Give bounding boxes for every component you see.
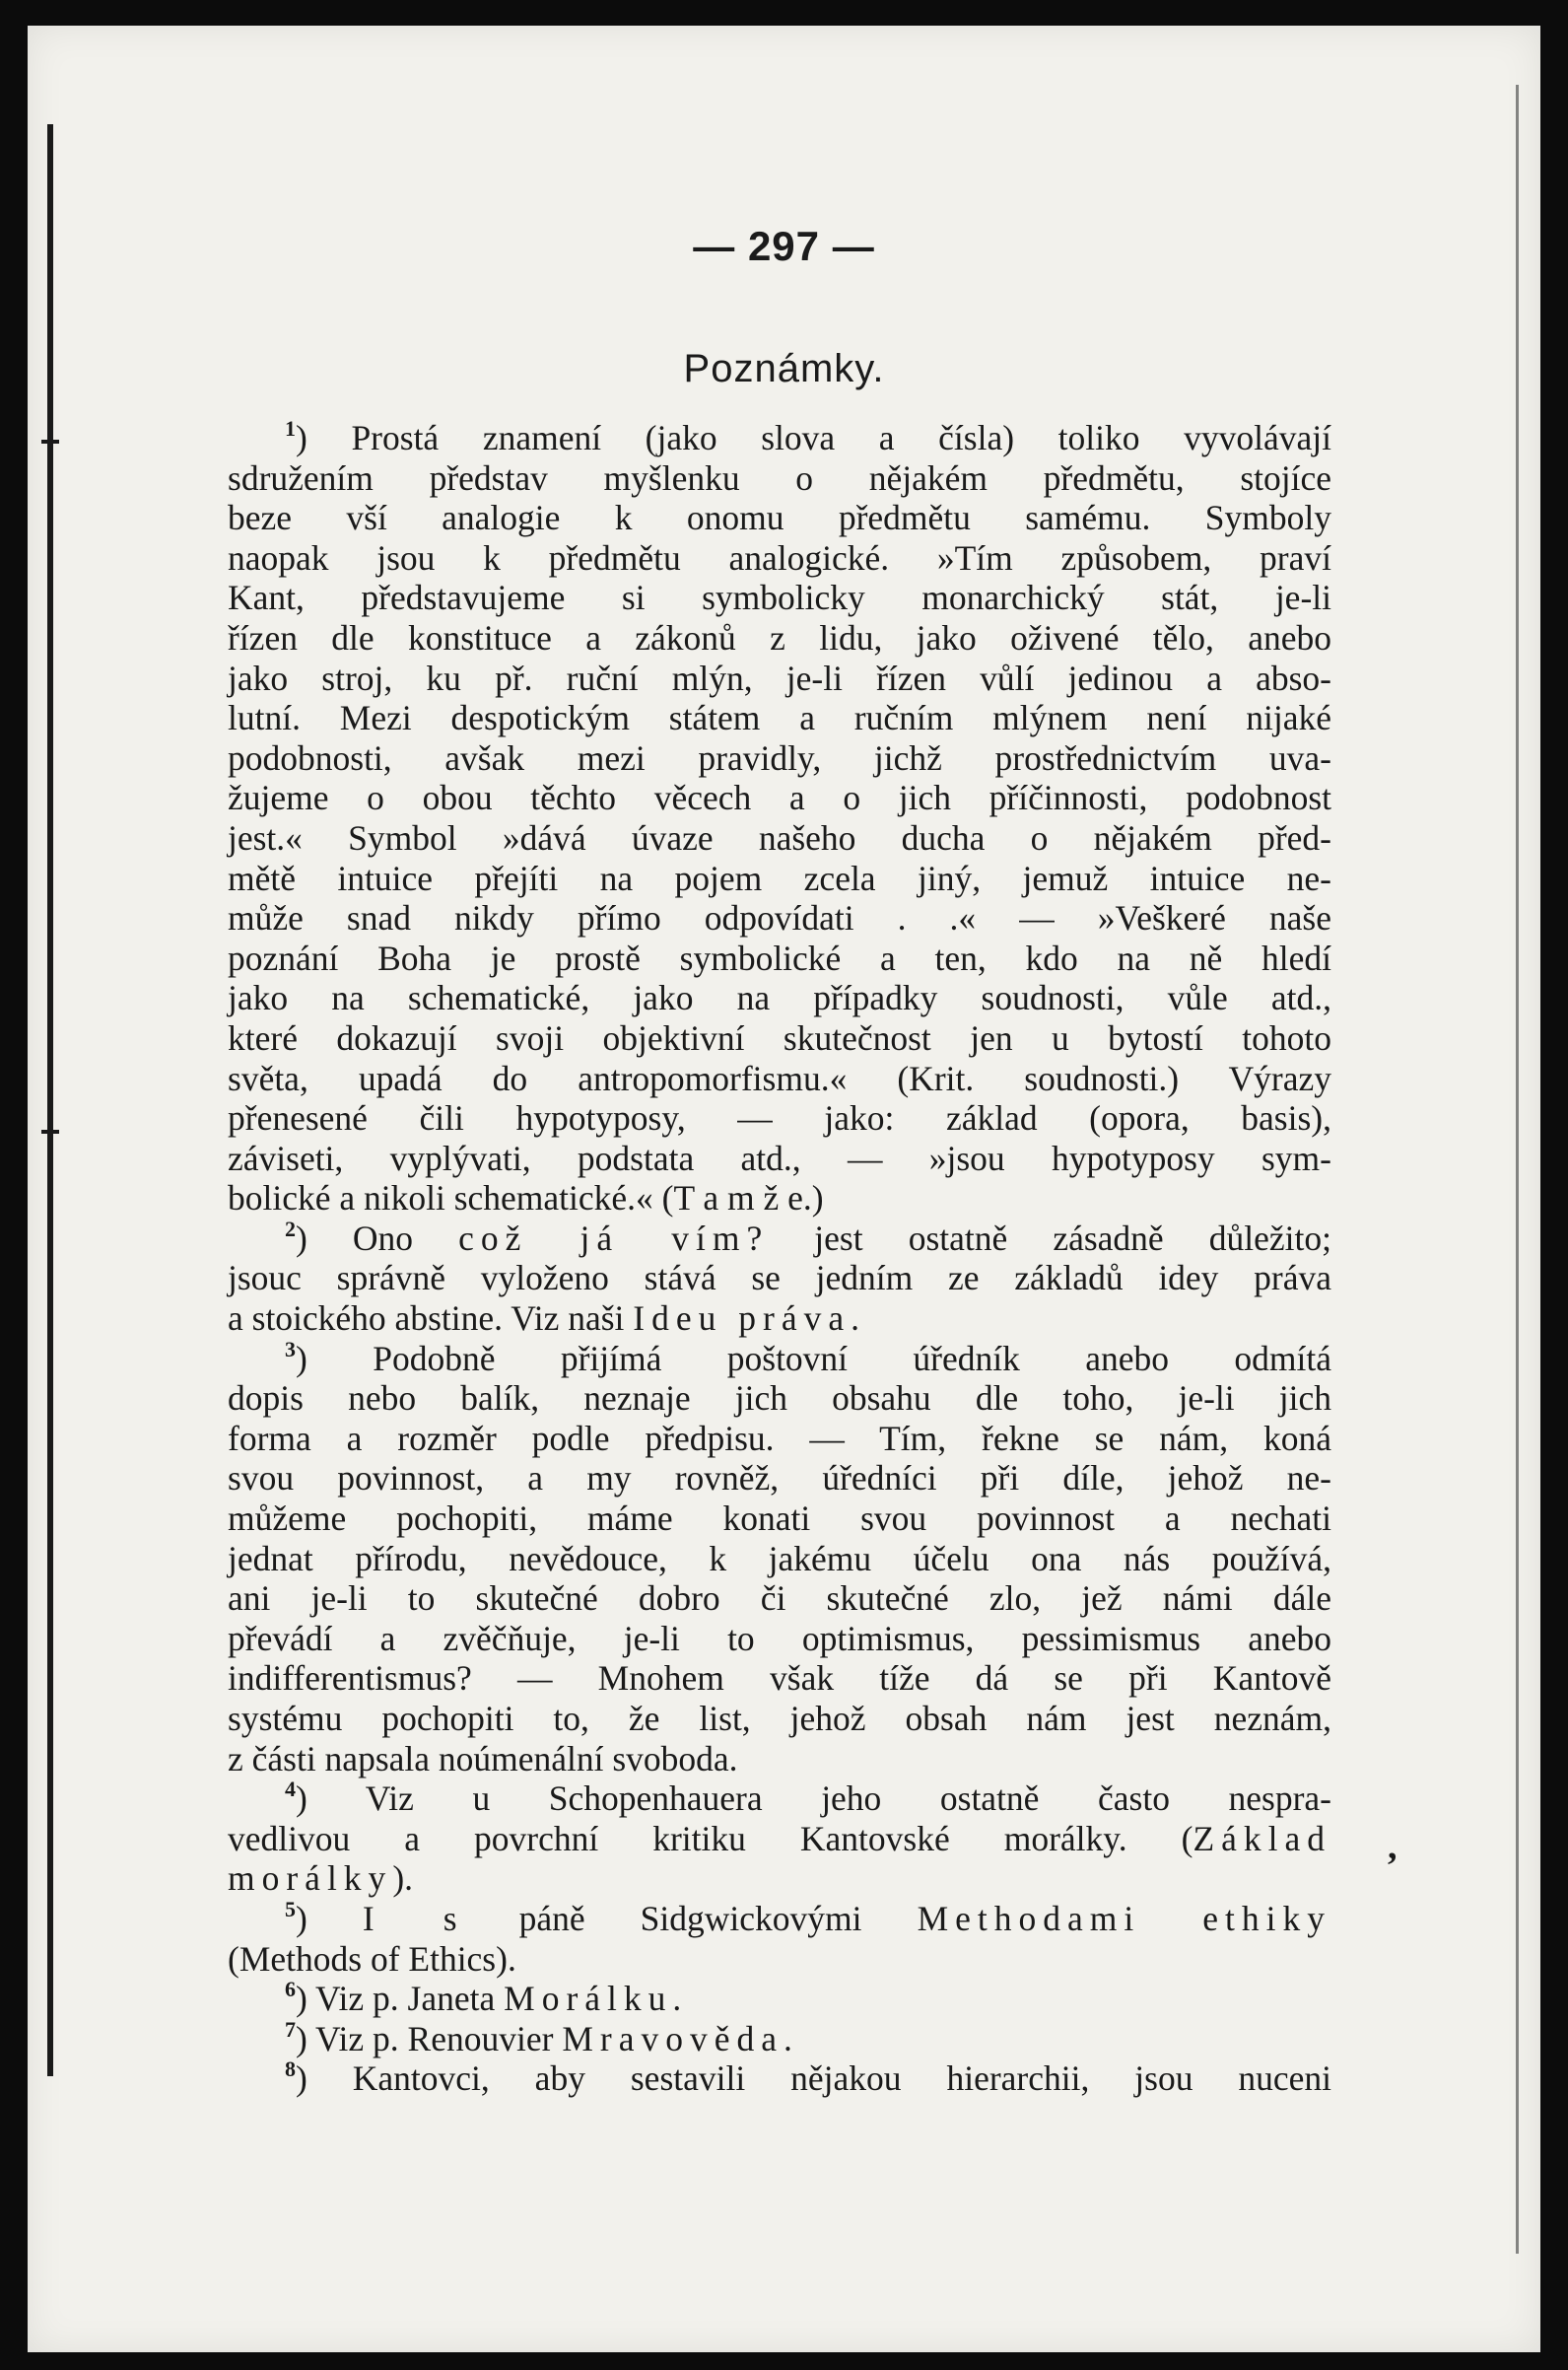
line-text: může snad nikdy přímo odpovídati . .« — »Veškeré naše <box>228 898 1331 939</box>
line-text: dopis nebo balík, neznaje jich obsahu dle toho, je-li jich <box>228 1378 1331 1419</box>
spaced-emphasis: Morálku <box>504 1979 673 2019</box>
spaced-emphasis: což já vím? <box>458 1218 770 1258</box>
line-text: ) Viz p. Renouvier <box>296 2018 563 2058</box>
text-line <box>228 1619 1331 1659</box>
line-text: ) Prostá znamení (jako slova a čísla) toliko vyvolávají <box>296 418 1331 457</box>
text-line <box>228 1298 1331 1339</box>
line-text: ) Ono <box>296 1218 459 1258</box>
binding-edge <box>47 124 53 2076</box>
text-line <box>228 1336 1331 1379</box>
text-line <box>228 1258 1331 1298</box>
line-text: převádí a zvěčňuje, je-li to optimismus, pessimismus anebo <box>228 1618 1331 1658</box>
spaced-emphasis: morálky <box>228 1858 393 1899</box>
line-text: můžeme pochopiti, máme konati svou povinnost a nechati <box>228 1499 1331 1539</box>
text-line <box>228 578 1331 618</box>
line-text: z části napsala noúmenální svoboda. <box>228 1738 738 1778</box>
text-line <box>228 698 1331 738</box>
text-line <box>228 2058 1331 2099</box>
footnote-number: 6 <box>285 1977 296 2002</box>
line-text: ) <box>296 1898 363 1938</box>
margin-mark: , <box>1388 1826 1398 1867</box>
spaced-emphasis: Základ <box>1193 1818 1331 1858</box>
spaced-emphasis: I s <box>362 1898 464 1938</box>
line-text: přenesené čili hypotyposy, — jako: základ (opora, basis), <box>228 1098 1331 1139</box>
line-text: . <box>783 2018 792 2058</box>
text-line <box>228 1216 1331 1259</box>
text-line <box>228 1018 1331 1059</box>
spaced-emphasis: Mravověda <box>562 2018 784 2058</box>
section-heading: Poznámky. <box>683 347 885 390</box>
footnote-number: 7 <box>285 2016 296 2042</box>
text-line <box>228 818 1331 859</box>
text-line <box>228 1098 1331 1139</box>
text-line <box>228 898 1331 939</box>
line-text: jsouc správně vyloženo stává se jedním ze základů idey práva <box>228 1258 1331 1298</box>
line-text: forma a rozměr podle předpisu. — Tím, řekne se nám, koná <box>228 1418 1331 1458</box>
line-text: naopak jsou k předmětu analogické. »Tím způsobem, praví <box>228 537 1331 578</box>
text-line <box>228 1699 1331 1739</box>
text-line <box>228 738 1331 779</box>
page-edge-shadow <box>1516 85 1519 2254</box>
line-text: páně Sidgwickovými <box>463 1898 918 1938</box>
binding-notch <box>41 1130 59 1134</box>
line-text: které dokazují svoji objektivní skutečnost jen u bytostí tohoto <box>228 1017 1331 1058</box>
line-text: bolické a nikoli schematické.« (T a m ž e.) <box>228 1178 824 1219</box>
text-line <box>228 1499 1331 1539</box>
text-line <box>228 1819 1331 1859</box>
text-line <box>228 1658 1331 1699</box>
text-line <box>228 1178 1331 1219</box>
line-text: svou povinnost, a my rovněž, úředníci při díle, jehož ne- <box>228 1458 1331 1499</box>
line-text: řízen dle konstituce a zákonů z lidu, jako oživené tělo, anebo <box>228 617 1331 658</box>
line-text: lutní. Mezi despotickým státem a ručním mlýnem není nijaké <box>228 698 1331 738</box>
footnote-number: 2 <box>285 1216 296 1241</box>
text-line <box>228 538 1331 579</box>
line-text: (Methods of Ethics). <box>228 1938 516 1979</box>
text-line <box>228 1539 1331 1579</box>
text-line <box>228 1378 1331 1419</box>
book-page <box>28 26 1540 2352</box>
spaced-emphasis: Ideu práva <box>633 1298 852 1339</box>
footnote-number: 5 <box>285 1896 296 1921</box>
line-text: světa, upadá do antropomorfismu.« (Krit. soudnosti.) Výrazy <box>228 1058 1331 1098</box>
footnotes-body <box>228 418 1331 2099</box>
line-text: systému pochopiti to, že list, jehož obsah nám jest neznám, <box>228 1699 1331 1738</box>
text-line <box>228 1059 1331 1099</box>
text-line <box>228 978 1331 1018</box>
line-text: . <box>851 1298 859 1339</box>
text-line <box>228 1739 1331 1779</box>
line-text: podobnosti, avšak mezi pravidly, jichž prostřednictvím uva- <box>228 737 1331 778</box>
line-text: jako stroj, ku př. ruční mlýn, je-li řízen vůlí jedinou a abso- <box>228 658 1331 698</box>
text-line <box>228 1139 1331 1179</box>
line-text: mětě intuice přejíti na pojem zcela jiný, jemuž intuice ne- <box>228 858 1331 898</box>
line-text: poznání Boha je prostě symbolické a ten, kdo na ně hledí <box>228 938 1331 978</box>
line-text: Kant, představujeme si symbolicky monarchický stát, je-li <box>228 578 1331 618</box>
line-text: ) Podobně přijímá poštovní úředník anebo odmítá <box>296 1338 1331 1378</box>
line-text: ) Viz u Schopenhauera jeho ostatně často nespra- <box>296 1778 1331 1819</box>
line-text: žujeme o obou těchto věcech a o jich příčinnosti, podobnost <box>228 778 1331 818</box>
text-line <box>228 1419 1331 1459</box>
text-line <box>228 1979 1331 2019</box>
line-text: ) Viz p. Janeta <box>296 1979 505 2019</box>
text-line <box>228 659 1331 699</box>
line-text: ) Kantovci, aby sestavili nějakou hierarchii, jsou nuceni <box>296 2058 1331 2099</box>
line-text: jest.« Symbol »dává úvaze našeho ducha o nějakém před- <box>228 817 1331 858</box>
line-text: indifferentismus? — Mnohem však tíže dá se při Kantově <box>228 1658 1331 1699</box>
spaced-emphasis: Methodami ethiky <box>917 1898 1332 1938</box>
text-line <box>228 418 1331 458</box>
page-number: — 297 — <box>693 223 875 269</box>
text-line <box>228 1858 1331 1899</box>
footnote-number: 3 <box>285 1336 296 1361</box>
text-line <box>228 458 1331 499</box>
text-line <box>228 498 1331 538</box>
footnote-number: 4 <box>285 1777 296 1802</box>
text-line <box>228 1778 1331 1819</box>
footnote-number: 8 <box>285 2056 296 2082</box>
text-line <box>228 778 1331 818</box>
text-line <box>228 1896 1332 1939</box>
line-text: ). <box>392 1858 414 1899</box>
line-text: vedlivou a povrchní kritiku Kantovské morálky. ( <box>228 1818 1193 1858</box>
text-line <box>228 1578 1331 1619</box>
line-text: jednat přírodu, nevědouce, k jakému účelu ona nás používá, <box>228 1538 1331 1578</box>
text-line <box>228 1458 1331 1499</box>
footnote-number: 1 <box>285 416 296 441</box>
text-line <box>228 1939 1331 1980</box>
line-text: jako na schematické, jako na případky soudnosti, vůle atd., <box>228 978 1331 1018</box>
line-text: záviseti, vyplývati, podstata atd., — »jsou hypotyposy sym- <box>228 1138 1331 1178</box>
line-text: beze vší analogie k onomu předmětu samému. Symboly <box>228 498 1331 538</box>
line-text: jest ostatně zásadně důležito; <box>769 1218 1331 1258</box>
line-text: ani je-li to skutečné dobro či skutečné zlo, jež námi dále <box>228 1578 1331 1619</box>
text-line <box>228 2016 1331 2059</box>
line-text: sdružením představ myšlenku o nějakém předmětu, stojíce <box>228 457 1331 498</box>
binding-notch <box>41 440 59 444</box>
text-line <box>228 859 1331 899</box>
text-line <box>228 618 1331 659</box>
line-text: a stoického abstine. Viz naši <box>228 1298 634 1339</box>
line-text: . <box>672 1979 682 2019</box>
text-line <box>228 939 1331 979</box>
